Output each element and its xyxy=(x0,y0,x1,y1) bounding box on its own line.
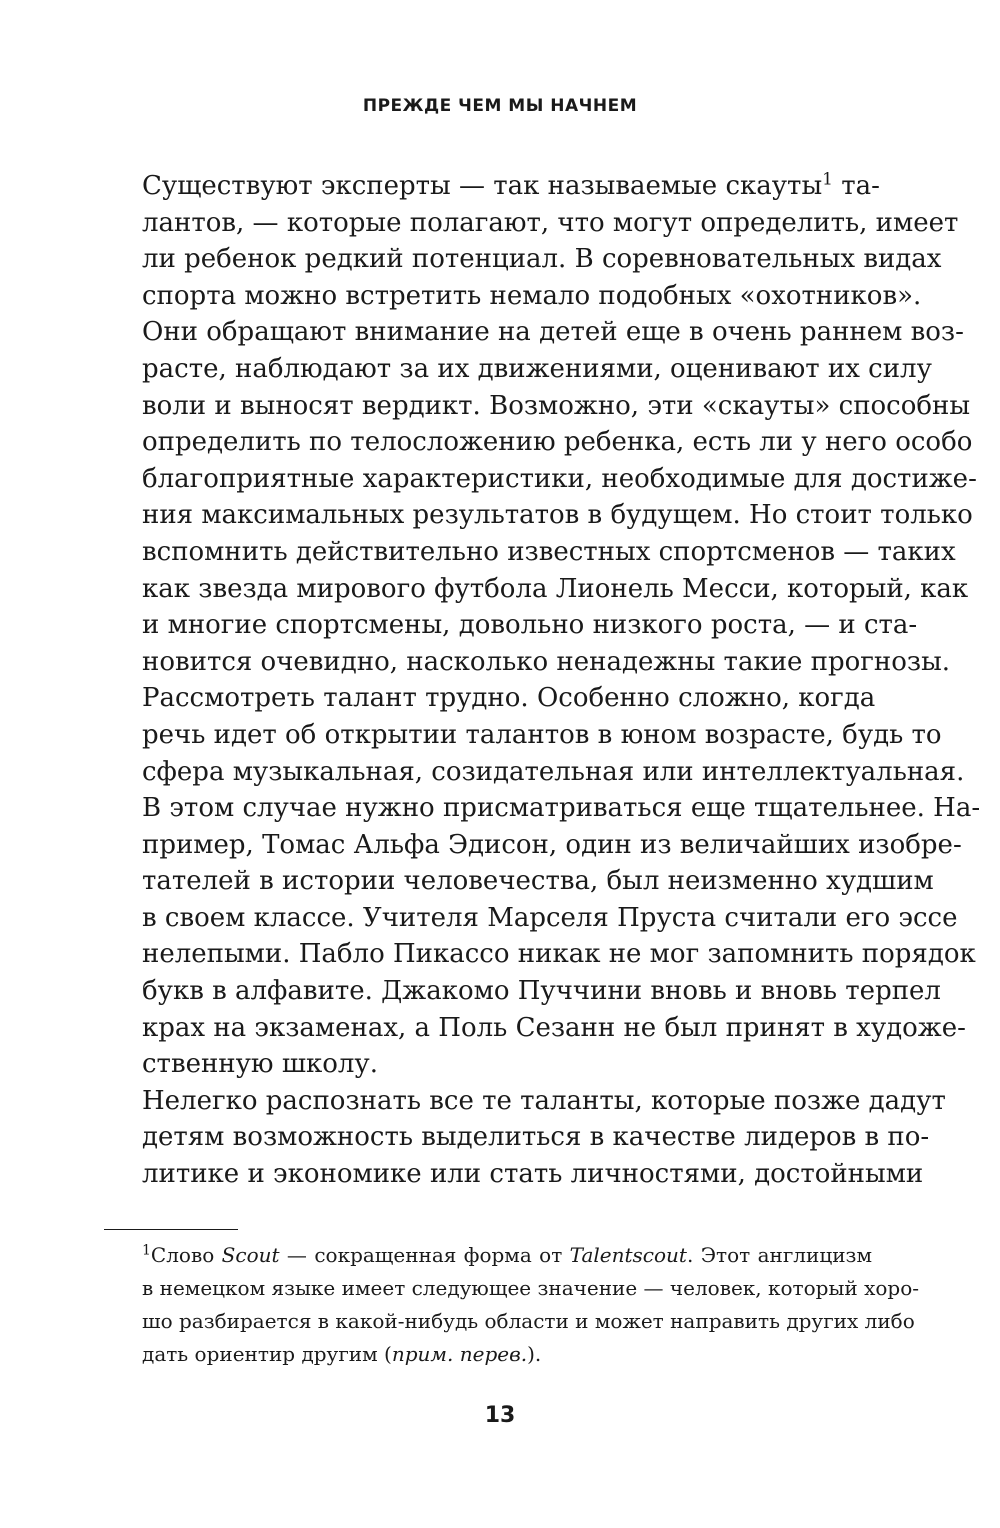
footnote-divider xyxy=(104,1229,238,1230)
text-line: как звезда мирового футбола Лионель Месси, который, как xyxy=(142,573,969,604)
running-head: ПРЕЖДЕ ЧЕМ МЫ НАЧНЕМ xyxy=(362,96,638,116)
footnote-line: шо разбирается в какой-нибудь области и может направить других либо xyxy=(142,1309,915,1333)
text-line: благоприятные характеристики, необходимые для достиже- xyxy=(142,463,977,494)
text-line: определить по телосложению ребенка, есть ли у него особо xyxy=(142,427,973,458)
text-line: В этом случае нужно присматриваться еще тщательнее. На- xyxy=(142,793,981,824)
text-line: детям возможность выделиться в качестве лидеров в по- xyxy=(142,1122,930,1153)
text-line: новится очевидно, насколько ненадежны такие прогнозы. xyxy=(142,646,951,677)
text-line: нелепыми. Пабло Пикассо никак не мог запомнить порядок xyxy=(142,939,976,970)
text-line: лантов, — которые полагают, что могут определить, имеет xyxy=(142,207,959,238)
paragraph-2 xyxy=(104,680,981,1083)
text-line: ли ребенок редкий потенциал. В соревновательных видах xyxy=(142,244,942,275)
text-line: литике и экономике или стать личностями, достойными xyxy=(142,1159,924,1190)
text-line: букв в алфавите. Джакомо Пуччини вновь и вновь терпел xyxy=(142,976,941,1007)
footnote-line: дать ориентир другим (прим. перев.). xyxy=(142,1342,542,1366)
text-line: спорта можно встретить немало подобных «охотников». xyxy=(142,280,922,311)
text-line: пример, Томас Альфа Эдисон, один из величайших изобре- xyxy=(142,829,962,860)
paragraph-1 xyxy=(104,168,977,680)
footnote-number: 1 xyxy=(142,1242,151,1259)
footnote-reference[interactable]: 1 xyxy=(822,169,833,190)
footnote-line: в немецком языке имеет следующее значение — человек, который хоро- xyxy=(142,1276,919,1300)
text-line: Рассмотреть талант трудно. Особенно сложно, когда xyxy=(142,683,876,714)
footnote-paragraph xyxy=(104,1239,919,1371)
text-line: крах на экзаменах, а Поль Сезанн не был принят в художе- xyxy=(142,1012,966,1043)
footnote xyxy=(104,1239,919,1371)
text-line: расте, наблюдают за их движениями, оценивают их силу xyxy=(142,353,932,384)
body-text xyxy=(104,168,981,1193)
text-line: в своем классе. Учителя Марселя Пруста считали его эссе xyxy=(142,902,958,933)
text-line: вспомнить действительно известных спортсменов — таких xyxy=(142,536,956,567)
text-line: Существуют эксперты — так называемые скауты$^1$ та- xyxy=(142,169,880,201)
footnote-line: $^1$Слово Scout — сокращенная форма от Talentscout. Этот англицизм xyxy=(142,1242,872,1267)
paragraph-3 xyxy=(104,1083,946,1193)
text-line: тателей в истории человечества, был неизменно худшим xyxy=(142,866,934,897)
text-line: ственную школу. xyxy=(142,1049,378,1080)
text-line: воли и выносят вердикт. Возможно, эти «скауты» способны xyxy=(142,390,971,421)
text-line: речь идет об открытии талантов в юном возрасте, будь то xyxy=(142,719,942,750)
text-line: Они обращают внимание на детей еще в очень раннем воз- xyxy=(142,317,964,348)
text-line: Нелегко распознать все те таланты, которые позже дадут xyxy=(142,1085,946,1116)
text-line: ния максимальных результатов в будущем. Но стоит только xyxy=(142,500,973,531)
page-number: 13 xyxy=(484,1403,516,1428)
text-line: сфера музыкальная, созидательная или интеллектуальная. xyxy=(142,756,965,787)
text-line: и многие спортсмены, довольно низкого роста, — и ста- xyxy=(142,610,918,641)
